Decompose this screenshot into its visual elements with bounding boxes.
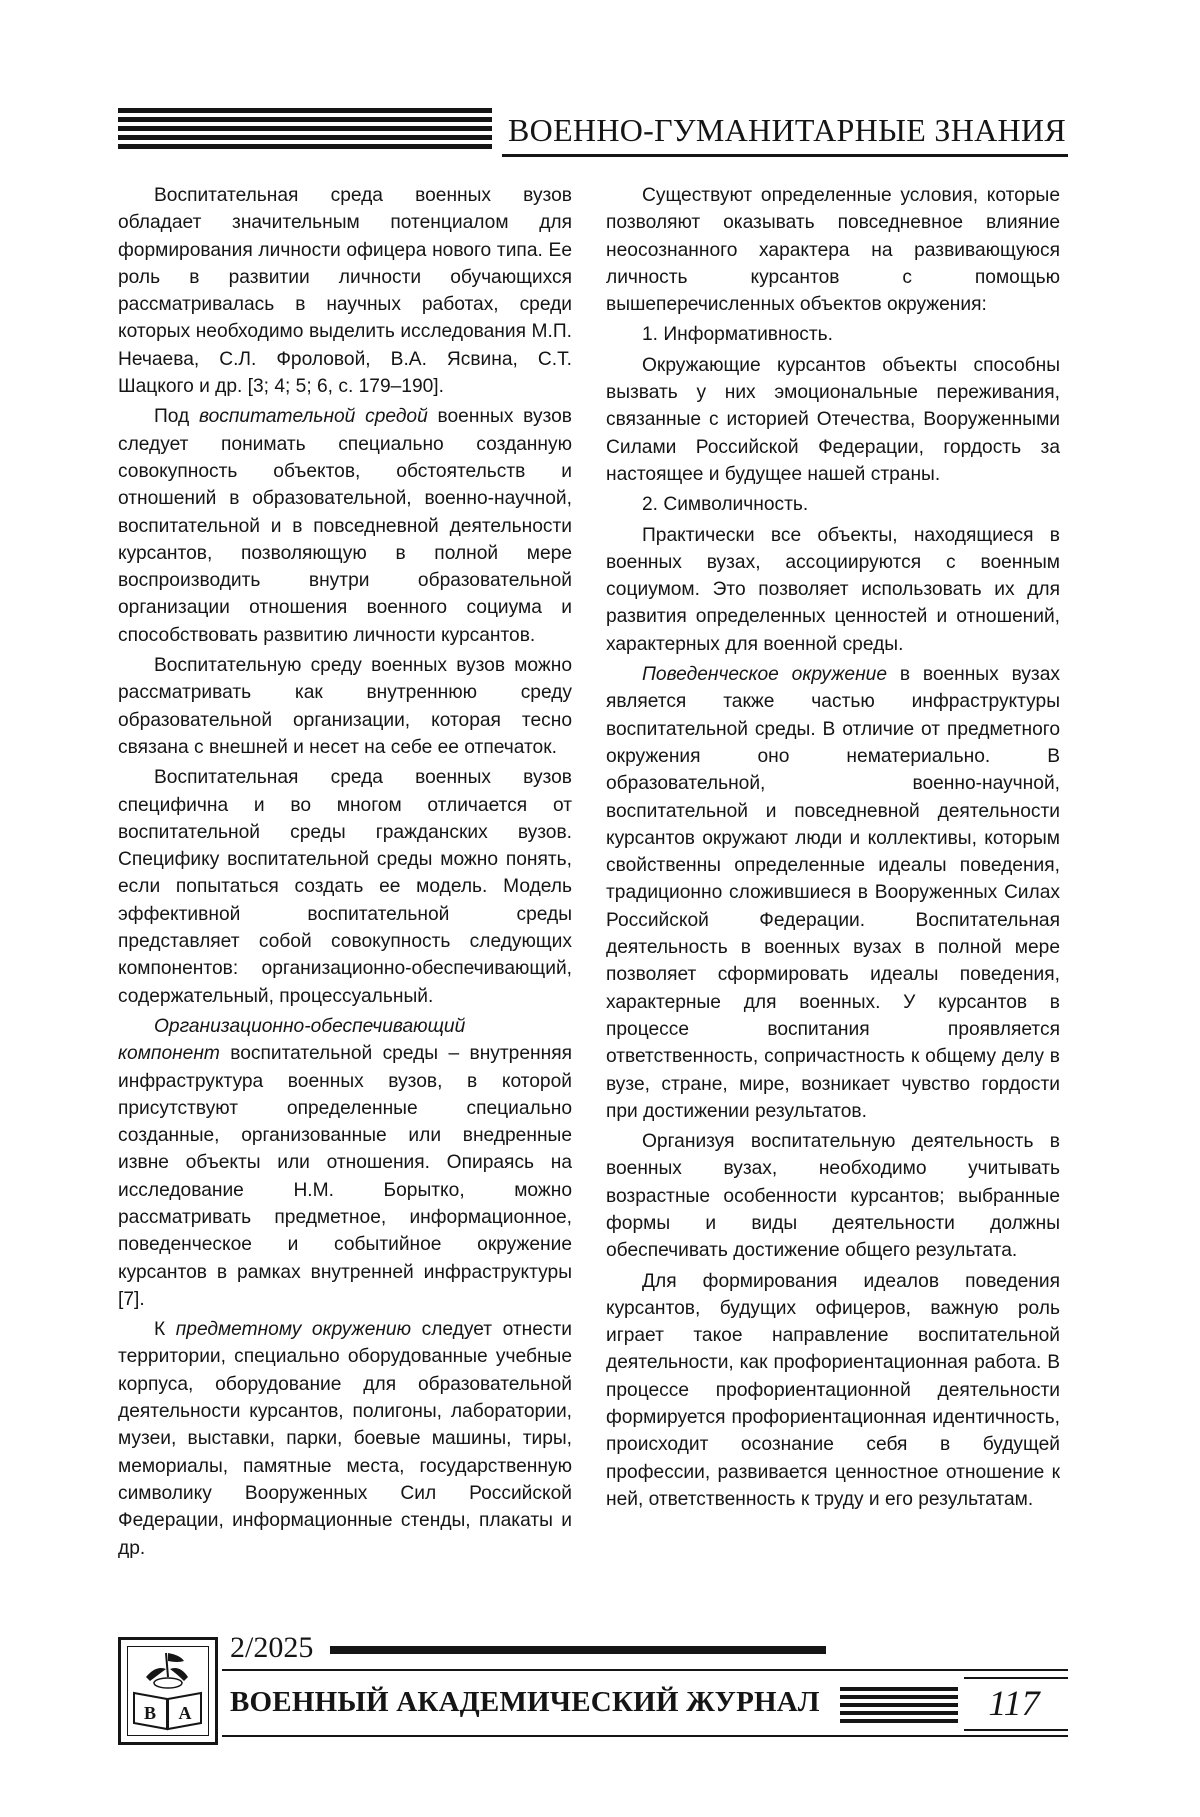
- text-run: Воспитательную среду военных вузов можно рассматривать как внутреннюю среду образовательной организации, которая тесно связана с внешней и несет на себе ее отпечаток.: [118, 655, 572, 758]
- page-number-box: [964, 1677, 1068, 1731]
- text-run: Для формирования идеалов поведения курсантов, будущих офицеров, важную роль играет такое направление воспитательной деятельности, как профориентационная работа. В процессе профориентационной деятельности формируется профориентационная идентичность, происходит осознание себя в будущей профессии, развивается ценностное отношение к ней, ответственность к труду и его результатам.: [606, 1270, 1060, 1510]
- text-run: воспитательной среды – внутренняя инфраструктура военных вузов, в которой присутствуют определенные специально созданные, организованные или внедренные извне объекты или отношения. Опираясь на исследование Н.М. Борытко, можно рассматривать предметное, информационное, поведенческое и событийное окружение курсантов в рамках внутренней инфраструктуры [7].: [118, 1043, 572, 1310]
- section-title: ВОЕННО-ГУМАНИТАРНЫЕ ЗНАНИЯ: [508, 112, 1066, 148]
- paragraph: [118, 764, 572, 1010]
- paragraph: [606, 1128, 1060, 1264]
- header-decorative-lines: [118, 108, 492, 160]
- italic-term: Поведенческое окружение: [642, 664, 888, 686]
- paragraph: [118, 403, 572, 649]
- italic-term: предметному окружению: [175, 1319, 412, 1341]
- text-run: Под: [154, 406, 199, 428]
- text-run: Воспитательная среда военных вузов обладает значительным потенциалом для формирования личности офицера нового типа. Ее роль в развитии личности обучающихся рассматривалась в научных работах, среди которых необходимо выделить исследования М.П. Нечаева, С.Л. Фроловой, В.А. Ясвина, С.Т. Шацкого и др. [3; 4; 5; 6, с. 179–190].: [118, 185, 572, 398]
- footer-bottom-rule: [222, 1735, 1068, 1737]
- text-run: 1. Информативность.: [642, 324, 833, 346]
- paragraph: [118, 182, 572, 400]
- journal-logo: [118, 1637, 218, 1745]
- paragraph: [606, 1268, 1060, 1514]
- text-run: Воспитательная среда военных вузов специфична и во многом отличается от воспитательной среды гражданских вузов. Специфику воспитательной среды можно понять, если попытаться создать ее модель. Модель эффективной воспитательной среды представляет собой совокупность следующих компонентов: организационно-обеспечивающий, содержательный, процессуальный.: [118, 767, 572, 1007]
- paragraph: [606, 321, 1060, 348]
- paragraph: [118, 652, 572, 761]
- paragraph: [606, 522, 1060, 658]
- journal-title: ВОЕННЫЙ АКАДЕМИЧЕСКИЙ ЖУРНАЛ: [230, 1686, 820, 1718]
- footer-top-rule: [222, 1669, 1068, 1671]
- right-column: [606, 182, 1060, 1513]
- text-run: военных вузов следует понимать специально созданную совокупность объектов, обстоятельств и отношений в образовательной, военно-научной, воспитательной и в повседневной деятельности курсантов, позволяющую в полной мере воспроизводить внутри образовательной организации отношения военного социума и способствовать развитию личности курсантов.: [118, 406, 572, 646]
- page-footer: [118, 1631, 1068, 1767]
- issue-bar: [330, 1646, 826, 1654]
- text-run: в военных вузах является также частью инфраструктуры воспитательной среды. В отличие от предметного окружения оно нематериально. В образовательной, военно-научной, воспитательной и повседневной деятельности курсантов окружают люди и коллективы, которым свойственны определенные идеалы поведения, традиционно сложившиеся в Вооруженных Силах Российской Федерации. Воспитательная деятельность в военных вузах в полной мере позволяет сформировать идеалы поведения, характерные для военных. У курсантов в процессе воспитания проявляется ответственность, сопричастность к общему делу в вузе, стране, мире, возникает чувство гордости при достижении результатов.: [606, 664, 1060, 1122]
- paragraph: [606, 661, 1060, 1125]
- text-run: следует отнести территории, специально оборудованные учебные корпуса, оборудование для образовательной деятельности курсантов, полигоны, лаборатории, музеи, выставки, парки, боевые машины, тиры, мемориалы, памятные места, государственную символику Вооруженных Сил Российской Федерации, информационные стенды, плакаты и др.: [118, 1319, 572, 1559]
- footer-decorative-lines: [840, 1687, 958, 1727]
- page-header: [118, 104, 1068, 162]
- italic-term: воспитательной средой: [199, 406, 428, 428]
- paragraph: [118, 1013, 572, 1313]
- svg-text:В: В: [143, 1703, 157, 1723]
- text-run: 2. Символичность.: [642, 494, 809, 516]
- text-run: Организуя воспитательную деятельность в военных вузах, необходимо учитывать возрастные особенности курсантов; выбранные формы и виды деятельности должны обеспечивать достижение общего результата.: [606, 1131, 1060, 1262]
- paragraph: [118, 1316, 572, 1562]
- left-column: [118, 182, 572, 1562]
- page-number: 117: [988, 1683, 1040, 1723]
- paragraph: [606, 352, 1060, 488]
- issue-number: 2/2025: [230, 1631, 314, 1664]
- text-run: Существуют определенные условия, которые позволяют оказывать повседневное влияние неосознанного характера на развивающуюся личность курсантов с помощью вышеперечисленных объектов окружения:: [606, 185, 1060, 316]
- text-run: К: [154, 1319, 176, 1341]
- text-run: Практически все объекты, находящиеся в военных вузах, ассоциируются с военным социумом. Это позволяет использовать их для развития определенных ценностей и отношений, характерных для военной среды.: [606, 524, 1060, 655]
- svg-text:А: А: [178, 1703, 192, 1723]
- header-rule: [502, 154, 1068, 157]
- text-run: Окружающие курсантов объекты способны вызвать у них эмоциональные переживания, связанные с историей Отечества, Вооруженными Силами Российской Федерации, гордость за настоящее и будущее нашей страны.: [606, 354, 1060, 485]
- paragraph: [606, 491, 1060, 518]
- logo-emblem-icon: [128, 1647, 207, 1734]
- paragraph: [606, 182, 1060, 318]
- italic-term: Организационно-обеспечивающий компонент: [118, 1015, 466, 1065]
